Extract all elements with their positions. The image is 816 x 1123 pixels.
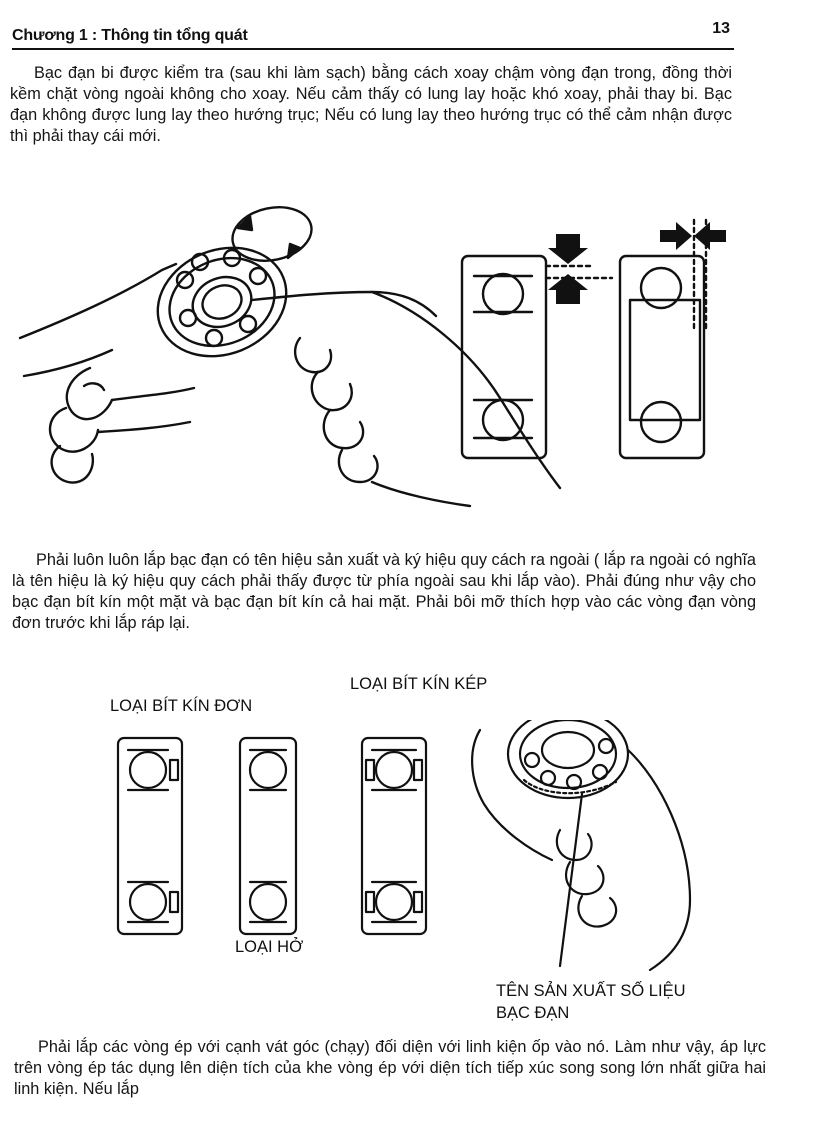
label-maker-marking [496, 980, 686, 1024]
label-maker-line1: TÊN SẢN XUẤT SỐ LIỆU [496, 982, 686, 1000]
page-number: 13 [712, 20, 730, 37]
hand-holding-bearing-drawing [472, 720, 690, 970]
figure-bearing-types-illustration [0, 720, 816, 980]
held-bearing-drawing [141, 229, 302, 375]
bearing-single-seal [118, 738, 182, 934]
figure-bearing-check-illustration [0, 200, 816, 520]
left-hand-drawing [20, 264, 194, 483]
label-open-type: LOẠI HỞ [235, 938, 304, 956]
right-arrow-icon [660, 222, 692, 250]
paragraph-snap-ring: Phải lắp các vòng ép với cạnh vát góc (chạy) đối diện với linh kiện ốp vào nó. Làm như vậy, áp lực trên vòng ép tác dụng lên diện tích của khe vòng ép với diện tích tiếp xúc song song lớn nhất giữa hai linh kiện. Nếu lắp [14, 1038, 766, 1098]
down-arrow-icon [548, 234, 588, 264]
left-arrow-icon [694, 222, 726, 250]
cross-section-axial-play [620, 220, 706, 458]
bearing-double-seal [362, 738, 426, 934]
page-header [12, 14, 734, 50]
paragraph-bearing-check: Bạc đạn bi được kiểm tra (sau khi làm sạch) bằng cách xoay chậm vòng đạn trong, đồng thời kềm chặt vòng ngoài không cho xoay. Nếu cảm thấy có lung lay hoặc khó xoay, phải thay bi. Bạc đạn không được lung lay theo hướng trục; Nếu có lung lay theo hướng trục có thể cảm nhận được thì phải thay cái mới. [10, 64, 732, 145]
label-maker-line2: BẠC ĐẠN [496, 1004, 570, 1022]
label-single-seal: LOẠI BÍT KÍN ĐƠN [110, 697, 253, 715]
label-double-seal: LOẠI BÍT KÍN KÉP [350, 675, 488, 693]
chapter-title: Chương 1 : Thông tin tổng quát [12, 27, 248, 44]
paragraph-bearing-install: Phải luôn luôn lắp bạc đạn có tên hiệu sản xuất và ký hiệu quy cách ra ngoài ( lắp ra ngoài có nghĩa là tên hiệu là ký hiệu quy cách phải thấy được từ phía ngoài sau khi lắp vào). Phải đúng như vậy cho bạc đạn bít kín một mặt và bạc đạn bít kín cả hai mặt. Phải bôi mỡ thích hợp vào các vòng đạn vòng đơn trước khi lắp ráp lại. [12, 551, 756, 632]
cross-section-radial-play [462, 256, 612, 458]
bearing-open-type [240, 738, 296, 934]
